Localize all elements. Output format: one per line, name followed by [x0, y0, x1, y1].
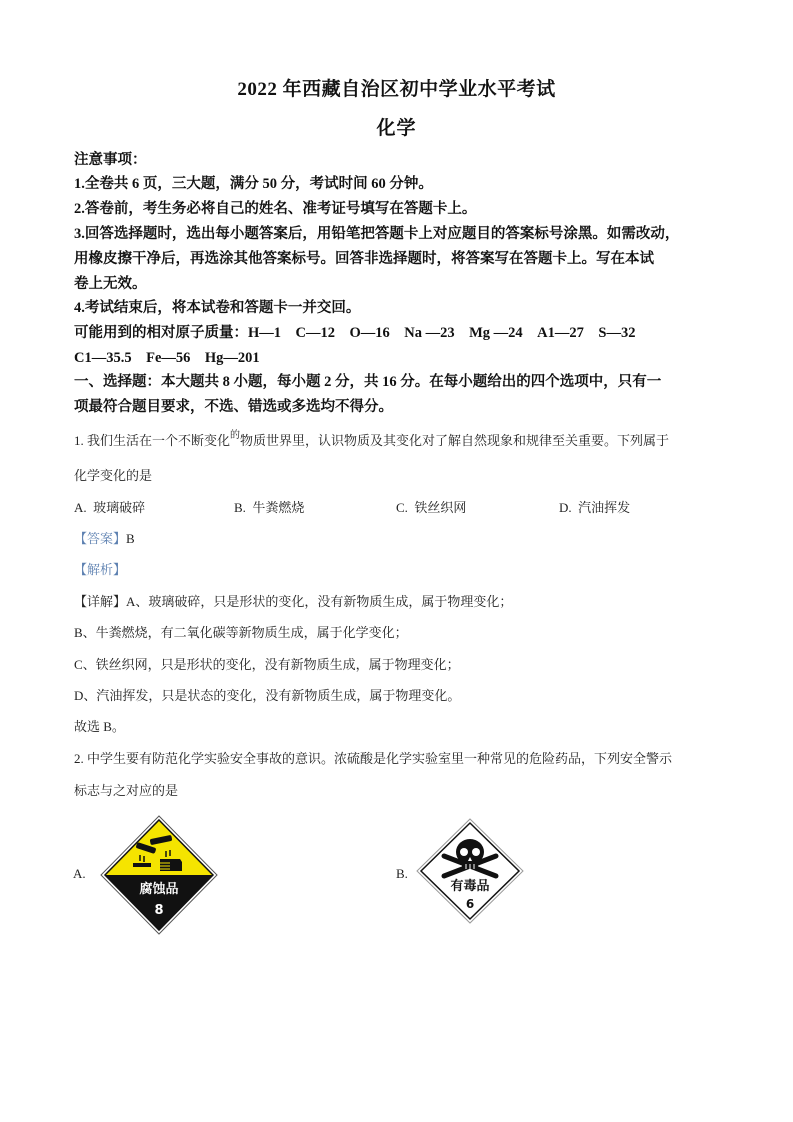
question-2-stem: 2. 中学生要有防范化学实验安全事故的意识。浓硫酸是化学实验室里一种常见的危险药品，下列安全警示	[74, 751, 673, 766]
corrosive-icon	[100, 815, 218, 935]
exam-title: 2022 年西藏自治区初中学业水平考试	[237, 79, 556, 100]
notice-item: 用橡皮擦干净后，再选涂其他答案标号。回答非选择题时，将答案写在答题卡上。写在本试	[74, 251, 654, 267]
toxic-sign	[416, 818, 524, 924]
detail-tag: 【详解】	[74, 594, 127, 609]
atomic-mass-line: C1—35.5 Fe—56 Hg—201	[74, 350, 260, 366]
skull-crossbones-icon	[416, 818, 524, 924]
conclusion-line: 故选 B。	[74, 719, 125, 734]
atomic-mass-line: 可能用到的相对原子质量：H—1 C—12 O—16 Na —23 Mg —24 A1—27 S—32	[74, 325, 636, 341]
question-2-option-b-label: B.	[396, 866, 408, 881]
question-1-option-c: C. 铁丝织网	[396, 500, 467, 515]
detail-line: C、铁丝织网，只是形状的变化，没有新物质生成，属于物理变化；	[74, 657, 460, 672]
notice-item: 2.答卷前，考生务必将自己的姓名、准考证号填写在答题卡上。	[74, 201, 477, 217]
svg-text:腐蚀品: 腐蚀品	[139, 882, 179, 897]
detail-line: D、汽油挥发，只是状态的变化，没有新物质生成，属于物理变化。	[74, 688, 461, 703]
svg-text:8: 8	[154, 903, 164, 918]
svg-text:有毒品: 有毒品	[450, 879, 490, 894]
question-1-stem-line2: 化学变化的是	[74, 468, 153, 483]
notice-item: 1.全卷共 6 页，三大题，满分 50 分，考试时间 60 分钟。	[74, 176, 433, 192]
question-1-option-b: B. 牛粪燃烧	[234, 500, 305, 515]
notice-item: 4.考试结束后，将本试卷和答题卡一并交回。	[74, 300, 361, 316]
answer-line	[74, 528, 135, 547]
question-1-stem-sup: 的	[230, 430, 241, 441]
svg-text:6: 6	[465, 897, 475, 911]
section-heading: 项最符合题目要求，不选、错选或多选均不得分。	[74, 399, 393, 415]
section-heading: 一、选择题：本大题共 8 小题，每小题 2 分，共 16 分。在每小题给出的四个选项中，只有一	[74, 374, 662, 390]
answer-value: B	[126, 531, 135, 546]
analysis-tag: 【解析】	[74, 562, 127, 577]
corrosive-sign	[100, 815, 218, 935]
question-1-option-a: A. 玻璃破碎	[74, 500, 146, 515]
question-1-stem	[74, 430, 669, 449]
question-1-stem-part: 1. 我们生活在一个不断变化	[74, 433, 231, 448]
exam-subject: 化学	[376, 118, 417, 139]
question-1-stem-part: 物质世界里，认识物质及其变化对了解自然现象和规律至关重要。下列属于	[240, 433, 670, 448]
detail-line: 【详解】A、玻璃破碎，只是形状的变化，没有新物质生成，属于物理变化；	[74, 594, 513, 609]
notice-item: 卷上无效。	[74, 276, 147, 292]
notice-item: 3.回答选择题时，选出每小题答案后，用铅笔把答题卡上对应题目的答案标号涂黑。如需改动，	[74, 226, 680, 242]
detail-line: B、牛粪燃烧，有二氧化碳等新物质生成，属于化学变化；	[74, 625, 408, 640]
question-1-option-d: D. 汽油挥发	[559, 500, 631, 515]
notice-heading: 注意事项：	[74, 152, 147, 168]
answer-tag: 【答案】	[74, 531, 127, 546]
question-2-option-a-label: A.	[73, 866, 86, 881]
question-2-stem-line2: 标志与之对应的是	[74, 783, 179, 798]
